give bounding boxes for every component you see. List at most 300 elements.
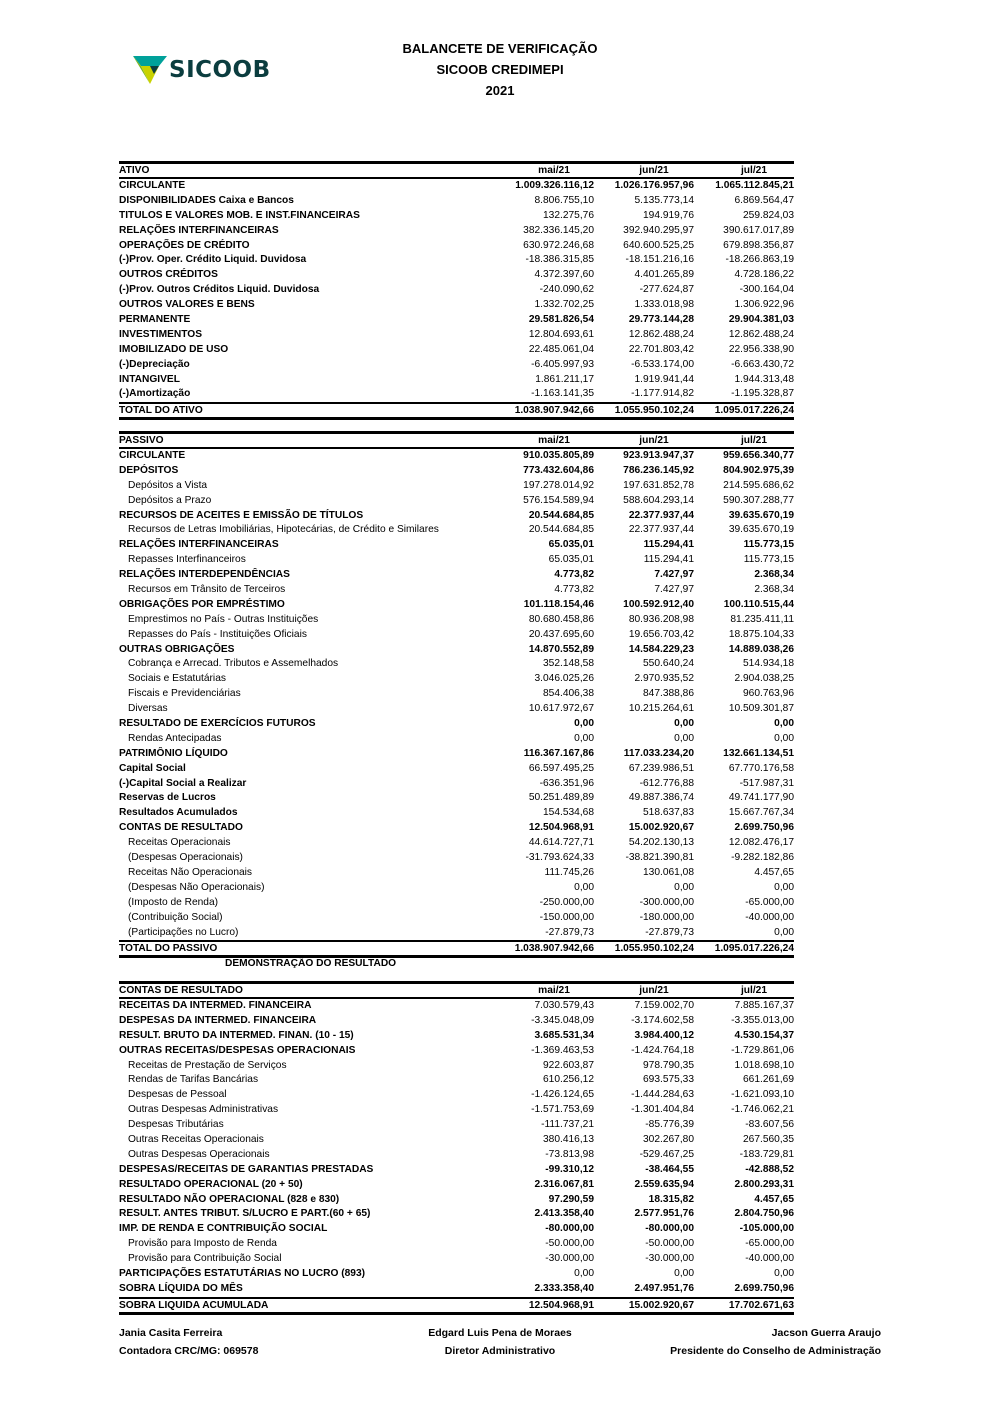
column-header: mai/21	[538, 435, 570, 446]
row-label: CIRCULANTE	[119, 180, 186, 191]
row-value: 7.030.579,43	[534, 1000, 594, 1011]
row-label: PATRIMÔNIO LÍQUIDO	[119, 747, 228, 759]
row-value: 65.035,01	[548, 539, 594, 551]
row-value: 1.009.326.116,12	[515, 180, 594, 191]
row-value: 390.617.017,89	[723, 224, 794, 236]
row-value: 576.154.589,94	[523, 494, 594, 506]
table-row	[119, 598, 794, 613]
row-label: Depósitos a Vista	[128, 479, 208, 491]
row-value: -65.000,00	[745, 896, 794, 908]
row-label: TITULOS E VALORES MOB. E INST.FINANCEIRAS	[119, 209, 360, 221]
row-label: Resultados Acumulados	[119, 807, 238, 819]
row-value: 0,00	[574, 881, 594, 893]
table-row	[119, 449, 794, 464]
sicoob-logo-icon	[133, 54, 167, 86]
row-value: 2.904.038,25	[734, 673, 794, 685]
table-row	[119, 1029, 794, 1044]
row-label: Recursos de Letras Imobiliárias, Hipotecárias, de Crédito e Similares	[128, 524, 439, 536]
table-total-row	[119, 1297, 794, 1315]
row-value: 22.701.803,42	[628, 343, 694, 355]
title-line-3: 2021	[485, 83, 515, 98]
table-row	[119, 179, 794, 194]
row-value: 2.316.067,81	[534, 1178, 594, 1190]
column-header: jul/21	[740, 985, 768, 996]
row-label: RELAÇÕES INTERFINANCEIRAS	[119, 224, 279, 236]
row-value: 197.631.852,78	[623, 479, 694, 491]
row-label: Reservas de Lucros	[119, 792, 216, 804]
row-value: 1.038.907.942,66	[514, 405, 594, 417]
table-row	[119, 298, 794, 313]
row-value: -3.355.013,00	[731, 1014, 794, 1026]
row-value: 116.367.167,86	[523, 747, 594, 759]
row-value: 847.388,86	[643, 688, 694, 700]
row-value: -1.444.284,63	[631, 1089, 694, 1101]
table-row	[119, 209, 794, 224]
row-value: -1.746.062,21	[731, 1104, 794, 1116]
row-value: 18.875.104,33	[728, 628, 794, 640]
row-value: -1.163.141,35	[531, 388, 594, 400]
ativo-table	[119, 161, 794, 420]
table-row	[119, 1073, 794, 1088]
row-value: 115.294,41	[643, 554, 694, 566]
row-label: Repasses Interfinanceiros	[128, 554, 246, 566]
row-value: 923.913.947,37	[623, 450, 694, 461]
row-value: 12.862.488,24	[728, 328, 794, 340]
table-row	[119, 1222, 794, 1237]
row-label: RECURSOS DE ACEITES E EMISSÃO DE TÍTULOS	[119, 509, 364, 521]
row-value: -612.776,88	[639, 777, 694, 789]
table-row	[119, 836, 794, 851]
row-label: RECEITAS DA INTERMED. FINANCEIRA	[119, 1000, 312, 1011]
row-value: -6.533.174,00	[631, 358, 694, 370]
row-label: Cobrança e Arrecad. Tributos e Assemelhados	[128, 658, 339, 670]
row-value: -183.729,81	[739, 1148, 794, 1160]
row-value: 0,00	[774, 732, 794, 744]
table-row	[119, 628, 794, 643]
table-row	[119, 313, 794, 328]
row-value: 22.377.937,44	[628, 524, 694, 536]
table-row	[119, 1193, 794, 1208]
row-value: 12.504.968,91	[528, 1299, 594, 1311]
row-value: 302.267,80	[643, 1134, 694, 1146]
row-value: 550.640,24	[643, 658, 694, 670]
row-value: -30.000,00	[545, 1253, 594, 1265]
row-value: 12.862.488,24	[628, 328, 694, 340]
row-value: 154.534,68	[543, 807, 594, 819]
row-value: -529.467,25	[639, 1148, 694, 1160]
row-value: -80.000,00	[545, 1223, 594, 1235]
table-row	[119, 1059, 794, 1074]
table-row	[119, 1252, 794, 1267]
row-value: 786.236.145,92	[623, 464, 694, 476]
row-value: 693.575,33	[643, 1074, 694, 1086]
row-value: -111.737,21	[541, 1119, 594, 1131]
table-row	[119, 553, 794, 568]
row-value: -277.624,87	[639, 284, 694, 296]
row-value: 2.368,34	[754, 584, 794, 596]
table-row	[119, 672, 794, 687]
row-label: RESULTADO OPERACIONAL (20 + 50)	[119, 1178, 303, 1190]
table-row	[119, 224, 794, 239]
row-value: -83.607,56	[745, 1119, 794, 1131]
table-row	[119, 1207, 794, 1222]
table-row	[119, 494, 794, 509]
row-value: 854.406,38	[543, 688, 594, 700]
document-title	[340, 38, 660, 101]
row-value: 115.294,41	[643, 539, 694, 551]
row-label: (Imposto de Renda)	[128, 896, 219, 908]
row-value: 380.416,13	[543, 1134, 594, 1146]
row-value: -9.282.182,86	[731, 852, 794, 864]
table-total-row	[119, 940, 794, 958]
row-value: 12.804.693,61	[528, 328, 594, 340]
row-value: -1.729.861,06	[731, 1044, 794, 1056]
row-value: 1.055.950.102,24	[614, 943, 694, 955]
table-row	[119, 1267, 794, 1282]
table-row	[119, 1103, 794, 1118]
row-value: 2.413.358,40	[534, 1208, 594, 1220]
table-row	[119, 613, 794, 628]
signature-accountant	[119, 1324, 258, 1360]
row-value: 7.427,97	[654, 569, 694, 581]
table-row	[119, 464, 794, 479]
row-value: 67.239.986,51	[628, 762, 694, 774]
row-label: Rendas de Tarifas Bancárias	[128, 1074, 259, 1086]
row-value: 14.870.552,89	[528, 643, 594, 655]
table-row	[119, 1044, 794, 1059]
row-value: -105.000,00	[739, 1223, 794, 1235]
row-value: -1.571.753,69	[531, 1104, 594, 1116]
row-label: SOBRA LÍQUIDA DO MÊS	[119, 1282, 243, 1294]
row-label: INVESTIMENTOS	[119, 328, 203, 340]
row-value: 2.333.358,40	[534, 1282, 594, 1294]
row-value: -18.266.863,19	[725, 254, 794, 266]
table-total-row	[119, 402, 794, 420]
row-label: OBRIGAÇÕES POR EMPRÉSTIMO	[119, 598, 285, 610]
row-value: 0,00	[674, 732, 694, 744]
row-value: 19.656.703,42	[628, 628, 694, 640]
row-value: -80.000,00	[645, 1223, 694, 1235]
row-label: Outras Receitas Operacionais	[128, 1134, 264, 1146]
row-value: 50.251.489,89	[528, 792, 594, 804]
row-value: 12.504.968,91	[528, 822, 594, 834]
table-row	[119, 911, 794, 926]
row-value: -73.813,98	[545, 1148, 594, 1160]
row-value: 2.699.750,96	[734, 1282, 794, 1294]
row-value: -250.000,00	[539, 896, 594, 908]
column-header: jul/21	[740, 165, 768, 176]
signature-role: Diretor Administrativo	[444, 1345, 556, 1357]
row-value: -300.000,00	[639, 896, 694, 908]
row-value: 130.061,08	[643, 866, 694, 878]
table-row	[119, 1178, 794, 1193]
table-row	[119, 343, 794, 358]
signature-name: Jacson Guerra Araujo	[771, 1327, 881, 1339]
row-label: SOBRA LIQUIDA ACUMULADA	[119, 1299, 269, 1311]
row-label: PERMANENTE	[119, 314, 191, 326]
row-value: -85.776,39	[645, 1119, 694, 1131]
row-value: 0,00	[774, 881, 794, 893]
row-value: 7.885.167,37	[734, 1000, 794, 1011]
row-value: 4.457,65	[754, 1193, 794, 1205]
row-value: -38.821.390,81	[625, 852, 694, 864]
row-value: 518.637,83	[643, 807, 694, 819]
row-value: 0,00	[574, 1268, 594, 1280]
row-value: 111.745,26	[544, 866, 594, 878]
table-row	[119, 777, 794, 792]
row-value: 194.919,76	[643, 209, 694, 221]
row-label: ATIVO	[119, 165, 150, 176]
row-value: -636.351,96	[539, 777, 594, 789]
row-label: Receitas Operacionais	[128, 837, 231, 849]
row-label: OPERAÇÕES DE CRÉDITO	[119, 239, 250, 251]
sicoob-logo	[133, 53, 273, 87]
row-value: 1.038.907.942,66	[514, 943, 594, 955]
row-label: Provisão para Contribuição Social	[128, 1253, 282, 1265]
row-value: -99.310,12	[545, 1163, 594, 1175]
row-value: 3.685.531,34	[534, 1029, 594, 1041]
row-label: OUTROS VALORES E BENS	[119, 299, 255, 311]
row-value: 2.699.750,96	[734, 822, 794, 834]
title-line-1: BALANCETE DE VERIFICAÇÃO	[402, 41, 598, 56]
row-value: 49.887.386,74	[628, 792, 694, 804]
row-value: 6.869.564,47	[734, 194, 794, 206]
table-row	[119, 373, 794, 388]
row-label: Provisão para Imposto de Renda	[128, 1238, 277, 1250]
table-row	[119, 896, 794, 911]
row-value: 0,00	[774, 1268, 794, 1280]
row-value: 1.065.112.845,21	[715, 180, 794, 191]
table-header	[119, 161, 794, 179]
row-value: 80.680.458,86	[528, 613, 594, 625]
row-value: 640.600.525,25	[623, 239, 694, 251]
row-value: 10.509.301,87	[728, 703, 794, 715]
row-value: 20.544.684,85	[528, 509, 594, 521]
row-value: -6.405.997,93	[531, 358, 594, 370]
row-label: Outras Despesas Operacionais	[128, 1148, 270, 1160]
row-value: 590.307.288,77	[723, 494, 794, 506]
row-label: Fiscais e Previdenciárias	[128, 688, 241, 700]
row-value: -150.000,00	[539, 911, 594, 923]
row-value: 14.889.038,26	[728, 643, 794, 655]
row-label: OUTRAS RECEITAS/DESPESAS OPERACIONAIS	[119, 1044, 356, 1056]
row-value: 1.333.018,98	[634, 299, 694, 311]
row-value: 67.770.176,58	[728, 762, 794, 774]
table-header	[119, 431, 794, 449]
table-row	[119, 851, 794, 866]
table-row	[119, 732, 794, 747]
table-row	[119, 1014, 794, 1029]
row-value: -6.663.430,72	[731, 358, 794, 370]
row-label: RELAÇÕES INTERDEPENDÊNCIAS	[119, 569, 290, 581]
row-value: 910.035.805,89	[523, 450, 594, 461]
row-value: 10.617.972,67	[528, 703, 594, 715]
row-value: 1.919.941,44	[634, 373, 694, 385]
table-row	[119, 1133, 794, 1148]
row-value: 2.368,34	[754, 569, 794, 581]
row-value: 22.485.061,04	[528, 343, 594, 355]
table-row	[119, 253, 794, 268]
row-label: (Contribuição Social)	[128, 911, 223, 923]
row-value: 10.215.264,61	[628, 703, 694, 715]
signature-role: Contadora CRC/MG: 069578	[119, 1345, 259, 1357]
row-label: RESULTADO DE EXERCÍCIOS FUTUROS	[119, 718, 316, 730]
row-value: 29.904.381,03	[728, 314, 794, 326]
table-row	[119, 999, 794, 1014]
row-label: (-)Depreciação	[119, 358, 190, 370]
row-value: 115.773,15	[743, 539, 794, 551]
row-label: (Participações no Lucro)	[128, 926, 239, 938]
row-value: 8.806.755,10	[534, 194, 594, 206]
row-value: 352.148,58	[543, 658, 594, 670]
row-value: 22.377.937,44	[628, 509, 694, 521]
row-value: -27.879,73	[645, 926, 694, 938]
column-header: jun/21	[639, 165, 669, 176]
row-label: DESPESAS/RECEITAS DE GARANTIAS PRESTADAS	[119, 1163, 374, 1175]
row-value: 15.667.767,34	[728, 807, 794, 819]
table-row	[119, 239, 794, 254]
column-header: jul/21	[740, 435, 768, 446]
passivo-table	[119, 431, 794, 958]
table-row	[119, 702, 794, 717]
row-value: 0,00	[674, 881, 694, 893]
row-value: 29.773.144,28	[628, 314, 694, 326]
table-row	[119, 583, 794, 598]
row-label: DEPÓSITOS	[119, 464, 179, 476]
row-label: CIRCULANTE	[119, 450, 186, 461]
row-value: 15.002.920,67	[628, 822, 694, 834]
row-value: -3.174.602,58	[631, 1014, 694, 1026]
row-value: 2.800.293,31	[734, 1178, 794, 1190]
row-value: -1.301.404,84	[631, 1104, 694, 1116]
row-value: 18.315,82	[648, 1193, 694, 1205]
row-value: 7.427,97	[654, 584, 694, 596]
row-value: -40.000,00	[745, 1253, 794, 1265]
row-label: (-)Capital Social a Realizar	[119, 777, 247, 789]
row-label: TOTAL DO ATIVO	[119, 405, 203, 417]
row-value: 39.635.670,19	[728, 509, 794, 521]
row-value: 2.497.951,76	[634, 1282, 694, 1294]
row-label: OUTROS CRÉDITOS	[119, 269, 218, 281]
row-label: PASSIVO	[119, 435, 164, 446]
row-label: Despesas de Pessoal	[128, 1089, 227, 1101]
table-row	[119, 1237, 794, 1252]
row-label: Rendas Antecipadas	[128, 732, 222, 744]
column-header: mai/21	[538, 985, 570, 996]
row-label: (Despesas Operacionais)	[128, 852, 243, 864]
row-value: -1.369.463,53	[531, 1044, 594, 1056]
row-value: 197.278.014,92	[523, 479, 594, 491]
row-label: IMP. DE RENDA E CONTRIBUIÇÃO SOCIAL	[119, 1223, 328, 1235]
row-value: 2.559.635,94	[634, 1178, 694, 1190]
row-value: -1.177.914,82	[631, 388, 694, 400]
row-value: 1.055.950.102,24	[614, 405, 694, 417]
row-value: 4.728.186,22	[734, 269, 794, 281]
row-label: Receitas de Prestação de Serviços	[128, 1059, 287, 1071]
row-label: IMOBILIZADO DE USO	[119, 343, 229, 355]
row-value: 4.372.397,60	[534, 269, 594, 281]
row-label: Receitas Não Operacionais	[128, 866, 253, 878]
row-value: 14.584.229,23	[628, 643, 694, 655]
row-label: Capital Social	[119, 762, 186, 774]
row-value: 17.702.671,63	[728, 1299, 794, 1311]
row-label: Sociais e Estatutárias	[128, 673, 226, 685]
table-row	[119, 1088, 794, 1103]
signature-role: Presidente do Conselho de Administração	[670, 1345, 881, 1357]
row-value: 2.804.750,96	[734, 1208, 794, 1220]
table-row	[119, 523, 794, 538]
row-value: 66.597.495,25	[528, 762, 594, 774]
column-header: jun/21	[639, 435, 669, 446]
table-row	[119, 881, 794, 896]
row-label: CONTAS DE RESULTADO	[119, 822, 243, 834]
row-label: Repasses do País - Instituições Oficiais	[128, 628, 307, 640]
signature-name: Jania Casita Ferreira	[119, 1327, 223, 1339]
row-value: 20.437.695,60	[528, 628, 594, 640]
row-value: 97.290,59	[548, 1193, 594, 1205]
table-row	[119, 1118, 794, 1133]
row-value: 259.824,03	[743, 209, 794, 221]
table-row	[119, 821, 794, 836]
row-value: 15.002.920,67	[628, 1299, 694, 1311]
row-value: -42.888,52	[745, 1163, 794, 1175]
table-row	[119, 687, 794, 702]
dre-table	[119, 981, 794, 1315]
row-value: -517.987,31	[739, 777, 794, 789]
row-value: -30.000,00	[645, 1253, 694, 1265]
row-value: 81.235.411,11	[730, 613, 794, 625]
row-label: (-)Prov. Outros Créditos Liquid. Duvidosa	[119, 284, 320, 296]
row-value: -180.000,00	[639, 911, 694, 923]
row-value: 0,00	[574, 718, 594, 730]
row-value: 661.261,69	[743, 1074, 794, 1086]
signature-director	[400, 1324, 600, 1360]
table-row	[119, 568, 794, 583]
row-value: 117.033.234,20	[623, 747, 694, 759]
row-value: 679.898.356,87	[723, 239, 794, 251]
table-row	[119, 283, 794, 298]
row-value: -40.000,00	[745, 911, 794, 923]
table-row	[119, 538, 794, 553]
row-value: 4.457,65	[754, 866, 794, 878]
row-value: 49.741.177,90	[728, 792, 794, 804]
row-value: 2.970.935,52	[634, 673, 694, 685]
row-value: 804.902.975,39	[723, 464, 794, 476]
row-value: -50.000,00	[645, 1238, 694, 1250]
row-value: 20.544.684,85	[528, 524, 594, 536]
row-label: Despesas Tributárias	[128, 1119, 224, 1131]
row-value: 4.530.154,37	[734, 1029, 794, 1041]
table-row	[119, 387, 794, 402]
table-row	[119, 717, 794, 732]
row-value: -1.195.328,87	[731, 388, 794, 400]
row-value: 922.603,87	[543, 1059, 594, 1071]
row-value: 54.202.130,13	[628, 837, 694, 849]
row-value: -1.621.093,10	[731, 1089, 794, 1101]
row-value: 4.773,82	[554, 569, 594, 581]
row-label: (Despesas Não Operacionais)	[128, 881, 265, 893]
row-value: 39.635.670,19	[728, 524, 794, 536]
row-value: 0,00	[674, 1268, 694, 1280]
row-label: INTANGIVEL	[119, 373, 180, 385]
signature-name: Edgard Luis Pena de Moraes	[428, 1327, 572, 1339]
row-value: 0,00	[774, 926, 794, 938]
row-label: RESULT. BRUTO DA INTERMED. FINAN. (10 - 15)	[119, 1029, 354, 1041]
table-header	[119, 981, 794, 999]
row-label: PARTICIPAÇÕES ESTATUTÁRIAS NO LUCRO (893)	[119, 1268, 366, 1280]
row-value: 115.773,15	[743, 554, 794, 566]
row-value: 4.401.265,89	[634, 269, 694, 281]
